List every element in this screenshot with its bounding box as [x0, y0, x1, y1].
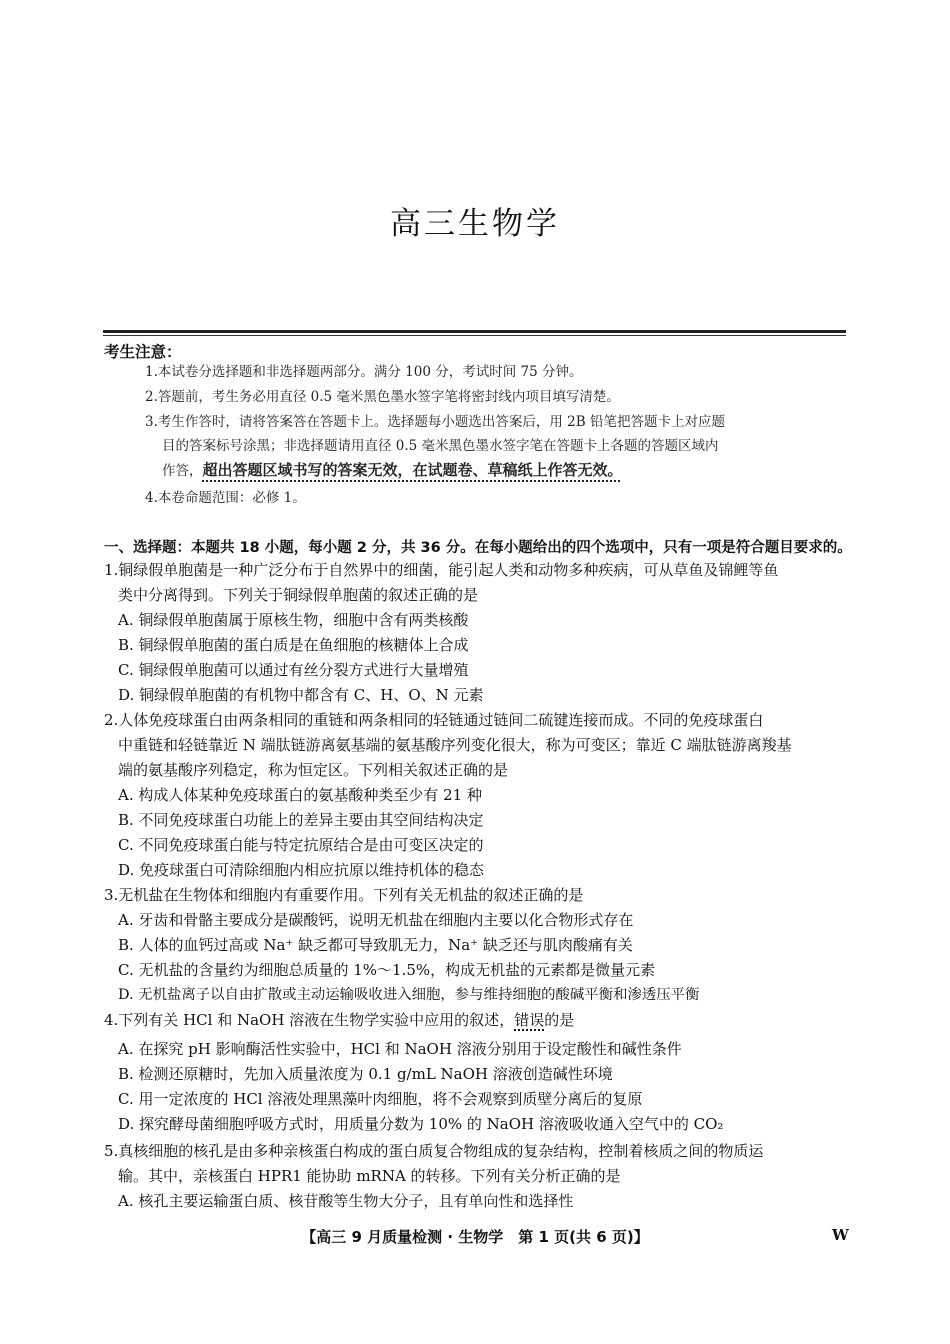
notice-item-2: 2.答题前，考生务必用直径 0.5 毫米黑色墨水签字笔将密封线内项目填写清楚。 — [145, 389, 620, 405]
notice-item-3-line1: 3.考生作答时，请将答案答在答题卡上。选择题每小题选出答案后，用 2B 铅笔把答题卡上对应题 — [145, 414, 725, 430]
question-2-stem-line1: 2.人体免疫球蛋白由两条相同的重链和两条相同的轻链通过链间二硫键连接而成。不同的免疫球蛋白 — [104, 711, 764, 729]
question-2-stem-line3: 端的氨基酸序列稳定，称为恒定区。下列相关叙述正确的是 — [118, 761, 509, 779]
question-5-stem-line2: 输。其中，亲核蛋白 HPR1 能协助 mRNA 的转移。下列有关分析正确的是 — [118, 1167, 621, 1185]
question-1-option-a: A. 铜绿假单胞菌属于原核生物，细胞中含有两类核酸 — [118, 611, 469, 629]
footer-mark: W — [832, 1226, 849, 1244]
question-3-stem: 3.无机盐在生物体和细胞内有重要作用。下列有关无机盐的叙述正确的是 — [104, 886, 584, 904]
notice-item-3-line2: 目的答案标号涂黑；非选择题请用直径 0.5 毫米黑色墨水签字笔在答题卡上各题的答题区域内 — [162, 438, 719, 454]
question-3-option-d: D. 无机盐离子以自由扩散或主动运输吸收进入细胞，参与维持细胞的酸碱平衡和渗透压平衡 — [118, 987, 700, 1003]
question-3-option-a: A. 牙齿和骨骼主要成分是碳酸钙，说明无机盐在细胞内主要以化合物形式存在 — [118, 911, 634, 929]
notice-item-3-prefix: 作答， — [162, 463, 203, 479]
notice-heading: 考生注意： — [104, 343, 182, 361]
question-2-option-c: C. 不同免疫球蛋白能与特定抗原结合是由可变区决定的 — [118, 836, 484, 854]
question-4-stem-emphasis: 错误 — [514, 1011, 545, 1029]
header-rule — [103, 330, 846, 333]
question-4-stem-suffix: 的是 — [544, 1011, 575, 1029]
question-2-option-a: A. 构成人体某种免疫球蛋白的氨基酸种类至少有 21 种 — [118, 786, 482, 804]
question-4-option-c: C. 用一定浓度的 HCl 溶液处理黑藻叶肉细胞，将不会观察到质壁分离后的复原 — [118, 1090, 643, 1108]
question-5-stem-line1: 5.真核细胞的核孔是由多种亲核蛋白构成的蛋白质复合物组成的复杂结构，控制着核质之间的物质运 — [104, 1142, 764, 1160]
question-5-option-a: A. 核孔主要运输蛋白质、核苷酸等生物大分子，且有单向性和选择性 — [118, 1192, 574, 1210]
notice-warning: 超出答题区域书写的答案无效，在试题卷、草稿纸上作答无效。 — [202, 461, 623, 479]
question-4-stem-prefix: 4.下列有关 HCl 和 NaOH 溶液在生物学实验中应用的叙述， — [104, 1011, 515, 1029]
question-1-option-d: D. 铜绿假单胞菌的有机物中都含有 C、H、O、N 元素 — [118, 686, 484, 704]
notice-item-4: 4.本卷命题范围：必修 1。 — [145, 490, 306, 506]
question-4-option-b: B. 检测还原糖时，先加入质量浓度为 0.1 g/mL NaOH 溶液创造碱性环境 — [118, 1065, 613, 1083]
question-3-option-c: C. 无机盐的含量约为细胞总质量的 1%～1.5%，构成无机盐的元素都是微量元素 — [118, 961, 656, 979]
question-4-option-d: D. 探究酵母菌细胞呼吸方式时，用质量分数为 10% 的 NaOH 溶液吸收通入空气中的 CO₂ — [118, 1115, 724, 1133]
question-1-stem-line2: 类中分离得到。下列关于铜绿假单胞菌的叙述正确的是 — [118, 586, 479, 604]
notice-item-1: 1.本试卷分选择题和非选择题两部分。满分 100 分，考试时间 75 分钟。 — [145, 364, 583, 380]
question-2-option-d: D. 免疫球蛋白可清除细胞内相应抗原以维持机体的稳态 — [118, 861, 485, 879]
header-rule-thin — [103, 335, 846, 336]
question-1-stem-line1: 1.铜绿假单胞菌是一种广泛分布于自然界中的细菌，能引起人类和动物多种疾病，可从草鱼及锦鲤等鱼 — [104, 561, 779, 579]
page-footer: 【高三 9 月质量检测 · 生物学 第 1 页(共 6 页)】 — [301, 1228, 649, 1246]
question-2-stem-line2: 中重链和轻链靠近 N 端肽链游离氨基端的氨基酸序列变化很大，称为可变区；靠近 C 端肽链游离羧基 — [118, 736, 792, 754]
question-1-option-c: C. 铜绿假单胞菌可以通过有丝分裂方式进行大量增殖 — [118, 661, 469, 679]
question-2-option-b: B. 不同免疫球蛋白功能上的差异主要由其空间结构决定 — [118, 811, 484, 829]
question-3-option-b: B. 人体的血钙过高或 Na⁺ 缺乏都可导致肌无力，Na⁺ 缺乏还与肌肉酸痛有关 — [118, 936, 633, 954]
notice-item-3-line3 — [162, 458, 623, 483]
question-1-option-b: B. 铜绿假单胞菌的蛋白质是在鱼细胞的核糖体上合成 — [118, 636, 469, 654]
page-title: 高三生物学 — [390, 206, 560, 242]
question-4-option-a: A. 在探究 pH 影响酶活性实验中，HCl 和 NaOH 溶液分别用于设定酸性和碱性条件 — [118, 1040, 682, 1058]
section-heading: 一、选择题：本题共 18 小题，每小题 2 分，共 36 分。在每小题给出的四个选项中，只有一项是符合题目要求的。 — [104, 540, 852, 556]
question-4-stem — [104, 1008, 574, 1033]
